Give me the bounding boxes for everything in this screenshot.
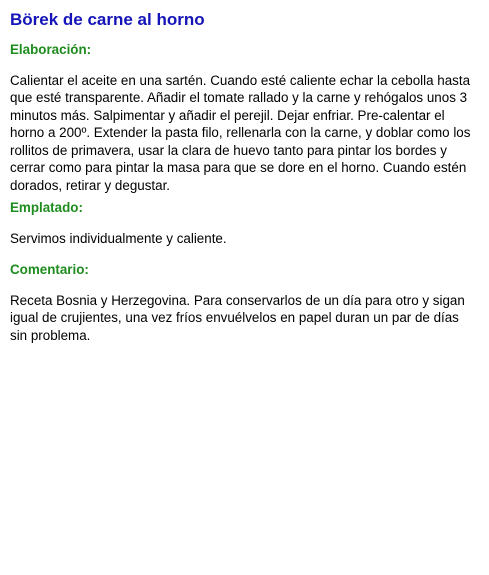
section-text-elaboracion: Calientar el aceite en una sartén. Cuando esté caliente echar la cebolla hasta que esté transparente. Añadir el tomate rallado y la carne y rehógalos unos 3 minutos más. Salpimentar y añadir el perejil. Dejar enfriar. Pre-calentar el horno a 200º. Extender la pasta filo, rellenarla con la carne, y doblar como los rollitos de primavera, usar la clara de huevo tanto para pintar los bordes y cerrar como para pintar la masa para que se dore en el horno. Cuando estén dorados, retirar y degustar.	[10, 72, 471, 194]
section-heading-elaboracion: Elaboración:	[10, 42, 92, 57]
section-heading-comentario: Comentario:	[10, 262, 89, 277]
section-heading-emplatado: Emplatado:	[10, 200, 83, 215]
section-text-comentario: Receta Bosnia y Herzegovina. Para conservarlos de un día para otro y sigan igual de crujientes, una vez fríos envuélvelos en papel duran un par de días sin problema.	[10, 292, 465, 343]
recipe-title: Börek de carne al horno	[10, 10, 205, 29]
section-text-emplatado: Servimos individualmente y caliente.	[10, 230, 227, 246]
